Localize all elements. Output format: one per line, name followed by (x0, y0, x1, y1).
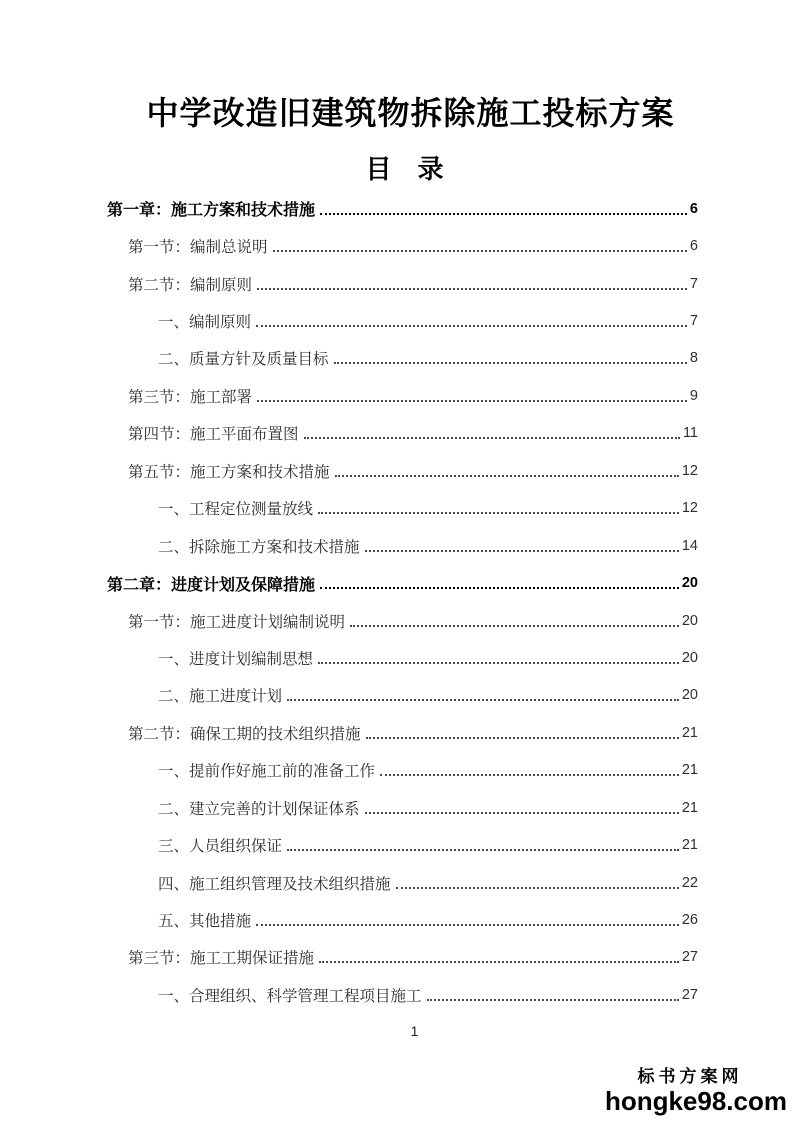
toc-entry[interactable] (107, 340, 698, 377)
toc-entry-label: 三、人员组织保证 (158, 838, 283, 856)
toc-entry-page: 14 (681, 537, 698, 554)
toc-entry-label: 五、其他措施 (158, 913, 252, 931)
toc-dot-leader (304, 437, 680, 439)
toc-entry-page: 26 (681, 912, 698, 929)
toc-entry-label: 四、施工组织管理及技术组织措施 (158, 875, 391, 893)
toc-entry[interactable] (107, 864, 698, 901)
toc-entry-page: 21 (681, 724, 698, 741)
toc-dot-leader (320, 213, 687, 215)
toc-entry-page: 11 (682, 425, 698, 442)
toc-entry[interactable] (107, 602, 698, 639)
toc-entry[interactable] (107, 901, 698, 938)
toc-entry-page: 21 (681, 837, 698, 854)
watermark-site-url: hongke98.com (604, 1085, 787, 1116)
toc-dot-leader (256, 924, 679, 926)
toc-entry[interactable] (107, 302, 698, 339)
document-title: 中学改造旧建筑物拆除施工投标方案 (146, 95, 675, 131)
toc-dot-leader (335, 475, 679, 477)
toc-entry[interactable] (107, 976, 698, 1013)
toc-entry-label: 二、施工进度计划 (158, 688, 283, 706)
toc-entry-label: 二、质量方针及质量目标 (158, 351, 329, 369)
toc-entry-page: 27 (681, 986, 698, 1003)
toc-entry-page: 12 (681, 500, 698, 517)
toc-entry-label: 第二节：确保工期的技术组织措施 (128, 725, 361, 743)
watermark-site-name: 标书方案网 (637, 1066, 743, 1086)
toc-entry[interactable] (107, 714, 698, 751)
toc-entry-label: 二、拆除施工方案和技术措施 (158, 538, 360, 556)
toc-entry-label: 一、工程定位测量放线 (158, 501, 314, 519)
toc-entry-page: 12 (681, 462, 698, 479)
toc-entry-page: 7 (689, 275, 698, 292)
toc-entry-page: 20 (681, 612, 698, 629)
toc-entry-label: 第三节：施工部署 (128, 388, 253, 406)
toc-entry[interactable] (107, 227, 698, 264)
toc-entry-page: 21 (681, 762, 698, 779)
toc-entry[interactable] (107, 265, 698, 302)
toc-dot-leader (320, 587, 679, 589)
toc-entry[interactable] (107, 639, 698, 676)
toc-dot-leader (365, 812, 679, 814)
toc-entry-label: 一、提前作好施工前的准备工作 (158, 763, 376, 781)
toc-dot-leader (380, 774, 679, 776)
toc-entry-label: 第一节：施工进度计划编制说明 (128, 613, 346, 631)
toc-dot-leader (318, 662, 679, 664)
toc-entry-label: 二、建立完善的计划保证体系 (158, 800, 360, 818)
toc-dot-leader (334, 362, 687, 364)
toc-entry-label: 第四节：施工平面布置图 (128, 426, 299, 444)
toc-entry-label: 一、进度计划编制思想 (158, 650, 314, 668)
toc-entry[interactable] (107, 939, 698, 976)
toc-entry-label: 第一节：编制总说明 (128, 239, 268, 257)
toc-entry[interactable] (107, 490, 698, 527)
toc-entry[interactable] (107, 826, 698, 863)
toc-entry-label: 第二章：进度计划及保障措施 (107, 576, 316, 594)
toc-dot-leader (366, 737, 679, 739)
toc-entry[interactable] (107, 789, 698, 826)
toc-entry-label: 第二节：编制原则 (128, 276, 253, 294)
toc-dot-leader (256, 325, 687, 327)
toc-entry-page: 7 (689, 313, 698, 330)
toc-entry[interactable] (107, 527, 698, 564)
toc-entry-page: 6 (689, 200, 698, 217)
toc-entry-label: 一、合理组织、科学管理工程项目施工 (158, 987, 422, 1005)
toc-entry[interactable] (107, 415, 698, 452)
toc-entry-page: 9 (689, 387, 698, 404)
toc-dot-leader (396, 887, 679, 889)
toc-dot-leader (319, 961, 679, 963)
toc-entry-label: 第五节：施工方案和技术措施 (128, 463, 330, 481)
toc-entry[interactable] (107, 564, 698, 601)
toc-entry-page: 20 (681, 649, 698, 666)
page-number: 1 (410, 1023, 419, 1039)
toc-dot-leader (365, 550, 679, 552)
toc-entry-label: 第一章：施工方案和技术措施 (107, 202, 316, 220)
toc-entry-page: 27 (681, 949, 698, 966)
toc-entry[interactable] (107, 190, 698, 227)
toc-dot-leader (287, 699, 679, 701)
toc-dot-leader (273, 250, 687, 252)
toc-heading: 目 录 (365, 155, 444, 184)
toc-entry-label: 第三节：施工工期保证措施 (128, 950, 315, 968)
toc-dot-leader (257, 288, 687, 290)
toc-entry[interactable] (107, 452, 698, 489)
watermark (605, 1068, 787, 1115)
toc-dot-leader (350, 625, 679, 627)
toc-entry-page: 21 (681, 799, 698, 816)
toc-dot-leader (287, 849, 679, 851)
toc-dot-leader (318, 512, 679, 514)
toc-entry[interactable] (107, 677, 698, 714)
toc-entry-page: 22 (681, 874, 698, 891)
toc-entry[interactable] (107, 377, 698, 414)
toc-entry-page: 6 (689, 238, 698, 255)
toc-dot-leader (257, 400, 687, 402)
toc-list (107, 190, 698, 1014)
toc-entry[interactable] (107, 752, 698, 789)
toc-dot-leader (427, 999, 679, 1001)
toc-entry-label: 一、编制原则 (158, 314, 252, 332)
toc-entry-page: 8 (689, 350, 698, 367)
toc-entry-page: 20 (681, 687, 698, 704)
toc-entry-page: 20 (681, 575, 698, 592)
